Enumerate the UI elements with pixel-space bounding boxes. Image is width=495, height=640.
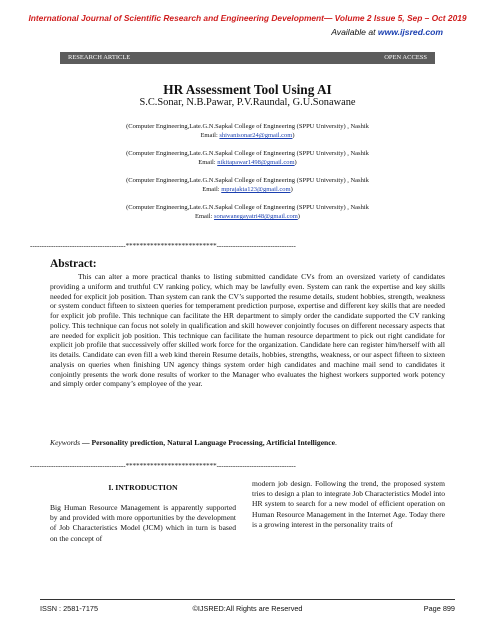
- affiliation-close: ): [294, 159, 297, 166]
- paper-authors: S.C.Sonar, N.B.Pawar, P.V.Raundal, G.U.Sonawane: [139, 97, 356, 108]
- journal-header: International Journal of Scientific Research and Engineering Development— Volume 2 Issue 5, Sep – Oct 2019: [28, 13, 467, 23]
- footer-issn: ISSN : 2581-7175: [40, 604, 99, 613]
- affiliation-email-line: [60, 131, 435, 140]
- separator-top: -----------------------------------------**************************----------------------------------: [30, 242, 296, 250]
- affiliation: [60, 203, 435, 221]
- email-link[interactable]: sonawanegayatri48@gmail.com: [214, 213, 298, 220]
- email-label: Email:: [202, 186, 222, 193]
- keywords-label: Keywords: [50, 438, 81, 447]
- affiliation-institution: (Computer Engineering,Late.G.N.Sapkal College of Engineering (SPPU University) , Nashik: [126, 150, 369, 157]
- affiliation-email-line: [60, 212, 435, 221]
- keywords-line: [50, 438, 445, 447]
- email-link[interactable]: mprajakta123@gmail.com: [221, 186, 291, 193]
- affiliation-email-line: [60, 185, 435, 194]
- access-label: OPEN ACCESS: [384, 54, 427, 61]
- email-label: Email:: [195, 213, 214, 220]
- abstract-text: This can alter a more practical thanks to listing submitted candidate CVs from an oversized variety of candidates providing a uniform and truthful CV ranking policy, which may be lawfully even. System can rank the expertise and key skills needed for explicit job position. Than system can rank the CV’s supported the resume details, student hobbies, strength, weakness or system conduct fifteen to sixteen queries for temperament prediction purpose, expertise and different key skills that are needed for explicit job profile. This technique can facilitate the HR department to simply order the candidate supported the CV ranking policy. This technique can focus not solely in qualification and skill however conjointly focuses on different necessary aspects that are needed for explicit job position. This technique can facilitate the human resource department to pick out right candidate for explicit job profile that successively offer skilled work force for the organization. Candidate here can register him/herself with all its details. Candidate can even fill a web kind therein Resume details, hobbies, strengths, weakness, or our aspect fifteen to sixteen analysis on queries when finishing UN agency things system order high candidates and machine mail send to candidates it conjointly presents the work done results of worker to the Manager who evaluates the highest workers supported work potency and simply order company’s employee of the year.: [50, 272, 445, 389]
- affiliation: [60, 176, 435, 194]
- email-link[interactable]: nikitapawar1498@gmail.com: [217, 159, 295, 166]
- intro-right-column: modern job design. Following the trend, the proposed system tries to design a plan to integrate Job Characteristics Model into HR system to search for a new model of efficient operation on Human Resource Management in the Internet Age. Today there is a growing interest in the personality traits of: [252, 479, 445, 529]
- footer-rights: ©IJSRED:All Rights are Reserved: [192, 604, 303, 613]
- intro-left-column: Big Human Resource Management is apparently supported by and provided with more opportunities by the development of Job Characteristics Model (JCM) which in turn is based on the concept of: [50, 503, 236, 543]
- footer-page-number: Page 899: [423, 604, 455, 613]
- section-heading-introduction: I. INTRODUCTION: [108, 483, 178, 492]
- affiliation-institution: (Computer Engineering,Late.G.N.Sapkal College of Engineering (SPPU University) , Nashik: [126, 204, 369, 211]
- keywords-end: .: [335, 438, 337, 447]
- affiliation-email-line: [60, 158, 435, 167]
- affiliation-close: ): [292, 132, 295, 139]
- email-label: Email:: [198, 159, 218, 166]
- affiliation-institution: (Computer Engineering,Late.G.N.Sapkal College of Engineering (SPPU University) , Nashik: [126, 177, 369, 184]
- journal-url-link[interactable]: www.ijsred.com: [377, 27, 443, 37]
- affiliation-close: ): [290, 186, 293, 193]
- affiliation: [60, 122, 435, 140]
- keywords-text: — Personality prediction, Natural Language Processing, Artificial Intelligence: [80, 438, 336, 447]
- availability-line: [331, 27, 443, 37]
- abstract-heading: Abstract:: [50, 258, 97, 270]
- affiliation-close: ): [297, 213, 300, 220]
- separator-bottom: -----------------------------------------**************************----------------------------------: [30, 462, 296, 470]
- footer-rule: [40, 599, 455, 600]
- available-prefix: Available at: [331, 27, 378, 37]
- paper-title: HR Assessment Tool Using AI: [163, 82, 332, 97]
- email-link[interactable]: shivanisonar24@gmail.com: [219, 132, 293, 139]
- article-type-bar: [60, 52, 435, 64]
- affiliation: [60, 149, 435, 167]
- affiliation-institution: (Computer Engineering,Late.G.N.Sapkal College of Engineering (SPPU University) , Nashik: [126, 123, 369, 130]
- email-label: Email:: [200, 132, 220, 139]
- article-type-label: RESEARCH ARTICLE: [68, 54, 131, 61]
